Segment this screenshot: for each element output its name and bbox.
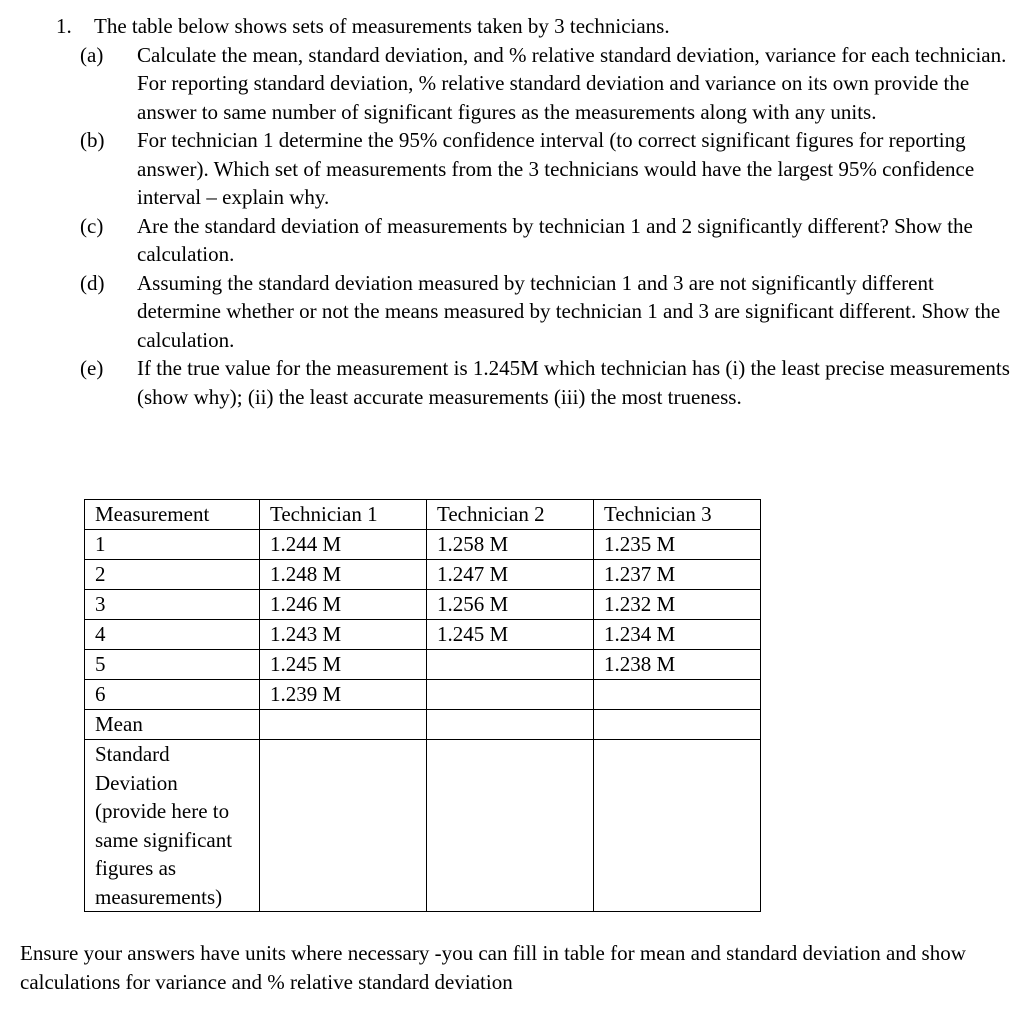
question-part-d	[80, 269, 1020, 355]
part-text: Calculate the mean, standard deviation, and % relative standard deviation, variance for each technician. For reporting standard deviation, % relative standard deviation and variance on its own provide the answer to same number of significant figures as the measurements along with any units.	[137, 42, 1007, 124]
table-row	[85, 530, 761, 560]
table-cell: 1.243 M	[260, 620, 427, 650]
header-cell: Technician 3	[594, 500, 761, 530]
table-row	[85, 650, 761, 680]
table-cell: 4	[85, 620, 260, 650]
part-text: Assuming the standard deviation measured by technician 1 and 3 are not significantly different determine whether or not the means measured by technician 1 and 3 are significant different. Show the calculation.	[137, 270, 1001, 352]
table-cell: 1.256 M	[427, 590, 594, 620]
table-cell: 1.232 M	[594, 590, 761, 620]
mean-answer-cell[interactable]	[260, 710, 427, 740]
table-cell: 1.258 M	[427, 530, 594, 560]
part-letter: (b)	[80, 128, 105, 152]
table-row	[85, 590, 761, 620]
table-cell	[427, 650, 594, 680]
table-row	[85, 680, 761, 710]
table-cell: 1.248 M	[260, 560, 427, 590]
question-parts	[80, 41, 1020, 412]
sd-label-cell: Standard Deviation (provide here to same significant figures as measurements)	[85, 740, 260, 912]
header-cell: Measurement	[85, 500, 260, 530]
part-letter: (a)	[80, 42, 104, 67]
mean-answer-cell[interactable]	[594, 710, 761, 740]
question-number: 1.	[56, 14, 72, 38]
question-part-c	[80, 212, 1020, 269]
table-cell: 1.245 M	[427, 620, 594, 650]
part-letter: (d)	[80, 270, 105, 295]
table-cell: 1.238 M	[594, 650, 761, 680]
table-cell	[427, 680, 594, 710]
header-cell: Technician 2	[427, 500, 594, 530]
question-part-a	[80, 41, 1020, 127]
table-cell: 5	[85, 650, 260, 680]
mean-answer-cell[interactable]	[427, 710, 594, 740]
sd-answer-cell[interactable]	[594, 740, 761, 912]
part-letter: (c)	[80, 213, 104, 238]
part-text: Are the standard deviation of measurements by technician 1 and 2 significantly different? Show the calculation.	[137, 213, 973, 266]
footer-instructions: Ensure your answers have units where necessary -you can fill in table for mean and standard deviation and show calculations for variance and % relative standard deviation	[20, 941, 966, 994]
table-cell: 1.239 M	[260, 680, 427, 710]
question-part-b	[80, 126, 1020, 212]
question-intro-text: The table below shows sets of measurements taken by 3 technicians.	[94, 14, 670, 38]
table-cell: 6	[85, 680, 260, 710]
table-cell: 1	[85, 530, 260, 560]
table-cell: 1.234 M	[594, 620, 761, 650]
table-cell: 1.244 M	[260, 530, 427, 560]
mean-row	[85, 710, 761, 740]
measurements-table	[84, 499, 761, 912]
table-header-row	[85, 500, 761, 530]
standard-deviation-row	[85, 740, 761, 912]
question-part-e	[80, 354, 1020, 411]
table-cell: 1.237 M	[594, 560, 761, 590]
table-cell: 1.246 M	[260, 590, 427, 620]
part-text: If the true value for the measurement is 1.245M which technician has (i) the least precise measurements (show why); (ii) the least accurate measurements (iii) the most trueness.	[137, 356, 1010, 409]
mean-label-cell: Mean	[85, 710, 260, 740]
part-text: For technician 1 determine the 95% confidence interval (to correct significant figures for reporting answer). Which set of measurements from the 3 technicians would have the largest 95% confidence interval – explain why.	[137, 128, 975, 209]
table-row	[85, 620, 761, 650]
sd-answer-cell[interactable]	[260, 740, 427, 912]
table-cell: 1.235 M	[594, 530, 761, 560]
question-intro	[56, 12, 1016, 41]
table-cell: 3	[85, 590, 260, 620]
question-block	[56, 12, 1016, 411]
table-row	[85, 560, 761, 590]
header-cell: Technician 1	[260, 500, 427, 530]
table-cell: 2	[85, 560, 260, 590]
table-cell: 1.247 M	[427, 560, 594, 590]
part-letter: (e)	[80, 356, 104, 380]
table-cell	[594, 680, 761, 710]
sd-answer-cell[interactable]	[427, 740, 594, 912]
table-cell: 1.245 M	[260, 650, 427, 680]
